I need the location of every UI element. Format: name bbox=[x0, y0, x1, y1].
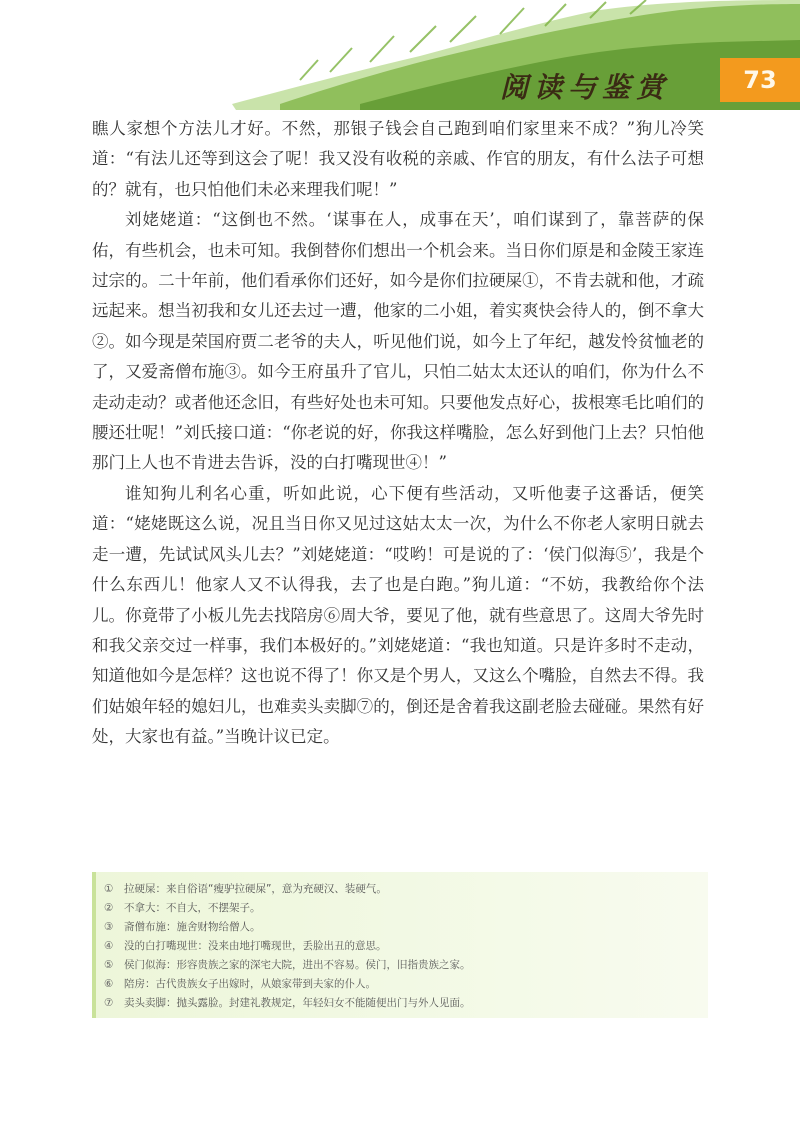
footnote bbox=[104, 975, 698, 994]
footnotes-box bbox=[92, 872, 708, 1018]
footnote-text: 拉硬屎：来自俗语“瘦驴拉硬屎”，意为充硬汉、装硬气。 bbox=[124, 883, 387, 895]
page-number: 73 bbox=[720, 58, 800, 102]
footnote-text: 卖头卖脚：抛头露脸。封建礼教规定，年轻妇女不能随便出门与外人见面。 bbox=[124, 997, 471, 1009]
footnote bbox=[104, 899, 698, 918]
footnote-text: 没的白打嘴现世：没来由地打嘴现世，丢脸出丑的意思。 bbox=[124, 940, 387, 952]
footnote bbox=[104, 937, 698, 956]
footnote-number: ④ bbox=[104, 940, 114, 952]
paragraph: 谁知狗儿利名心重，听如此说，心下便有些活动，又听他妻子这番话，便笑道：“姥姥既这么说，况且当日你又见过这姑太太一次，为什么不你老人家明日就去走一遭，先试试风头儿去？”刘姥姥道：“哎哟！可是说的了：‘侯门似海⑤’，我是个什么东西儿！他家人又不认得我，去了也是白跑。”狗儿道：“不妨，我教给你个法儿。你竟带了小板儿先去找陪房⑥周大爷，要见了他，就有些意思了。这周大爷先时和我父亲交过一样事，我们本极好的。”刘姥姥道：“我也知道。只是许多时不走动，知道他如今是怎样？这也说不得了！你又是个男人，又这么个嘴脸，自然去不得。我们姑娘年轻的媳妇儿，也难卖头卖脚⑦的，倒还是舍着我这副老脸去碰碰。果然有好处，大家也有益。”当晚计议已定。 bbox=[92, 483, 704, 747]
main-text bbox=[92, 114, 704, 753]
footnote bbox=[104, 918, 698, 937]
footnote-text: 不拿大：不自大，不摆架子。 bbox=[124, 902, 261, 914]
footnote-number: ⑦ bbox=[104, 997, 114, 1009]
footnote-number: ⑥ bbox=[104, 978, 114, 990]
footnote-number: ③ bbox=[104, 921, 114, 933]
footnote-text: 斋僧布施：施舍财物给僧人。 bbox=[124, 921, 261, 933]
section-title: 阅读与鉴赏 bbox=[500, 71, 671, 104]
footnote-text: 陪房：古代贵族女子出嫁时，从娘家带到夫家的仆人。 bbox=[124, 978, 376, 990]
paragraph: 瞧人家想个方法儿才好。不然，那银子钱会自己跑到咱们家里来不成？”狗儿冷笑道：“有法儿还等到这会了呢！我又没有收税的亲戚、作官的朋友，有什么法子可想的？就有，也只怕他们未必来理我们呢！” bbox=[92, 119, 704, 199]
footnote bbox=[104, 880, 698, 899]
footnotes-accent-bar bbox=[92, 872, 96, 1018]
paragraph: 刘姥姥道：“这倒也不然。‘谋事在人，成事在天’，咱们谋到了，靠菩萨的保佑，有些机会，也未可知。我倒替你们想出一个机会来。当日你们原是和金陵王家连过宗的。二十年前，他们看承你们还好，如今是你们拉硬屎①，不肯去就和他，才疏远起来。想当初我和女儿还去过一遭，他家的二小姐，着实爽快会待人的，倒不拿大②。如今现是荣国府贾二老爷的夫人，听见他们说，如今上了年纪，越发怜贫恤老的了，又爱斋僧布施③。如今王府虽升了官儿，只怕二姑太太还认的咱们，你为什么不走动走动？或者他还念旧，有些好处也未可知。只要他发点好心，拔根寒毛比咱们的腰还壮呢！”刘氏接口道：“你老说的好，你我这样嘴脸，怎么好到他门上去？只怕他那门上人也不肯进去告诉，没的白打嘴现世④！” bbox=[92, 210, 704, 473]
footnote-number: ① bbox=[104, 883, 114, 895]
footnote-text: 侯门似海：形容贵族之家的深宅大院，进出不容易。侯门，旧指贵族之家。 bbox=[124, 959, 471, 971]
footnote bbox=[104, 956, 698, 975]
footnote bbox=[104, 994, 698, 1013]
footnote-number: ② bbox=[104, 902, 114, 914]
footnote-number: ⑤ bbox=[104, 959, 114, 971]
